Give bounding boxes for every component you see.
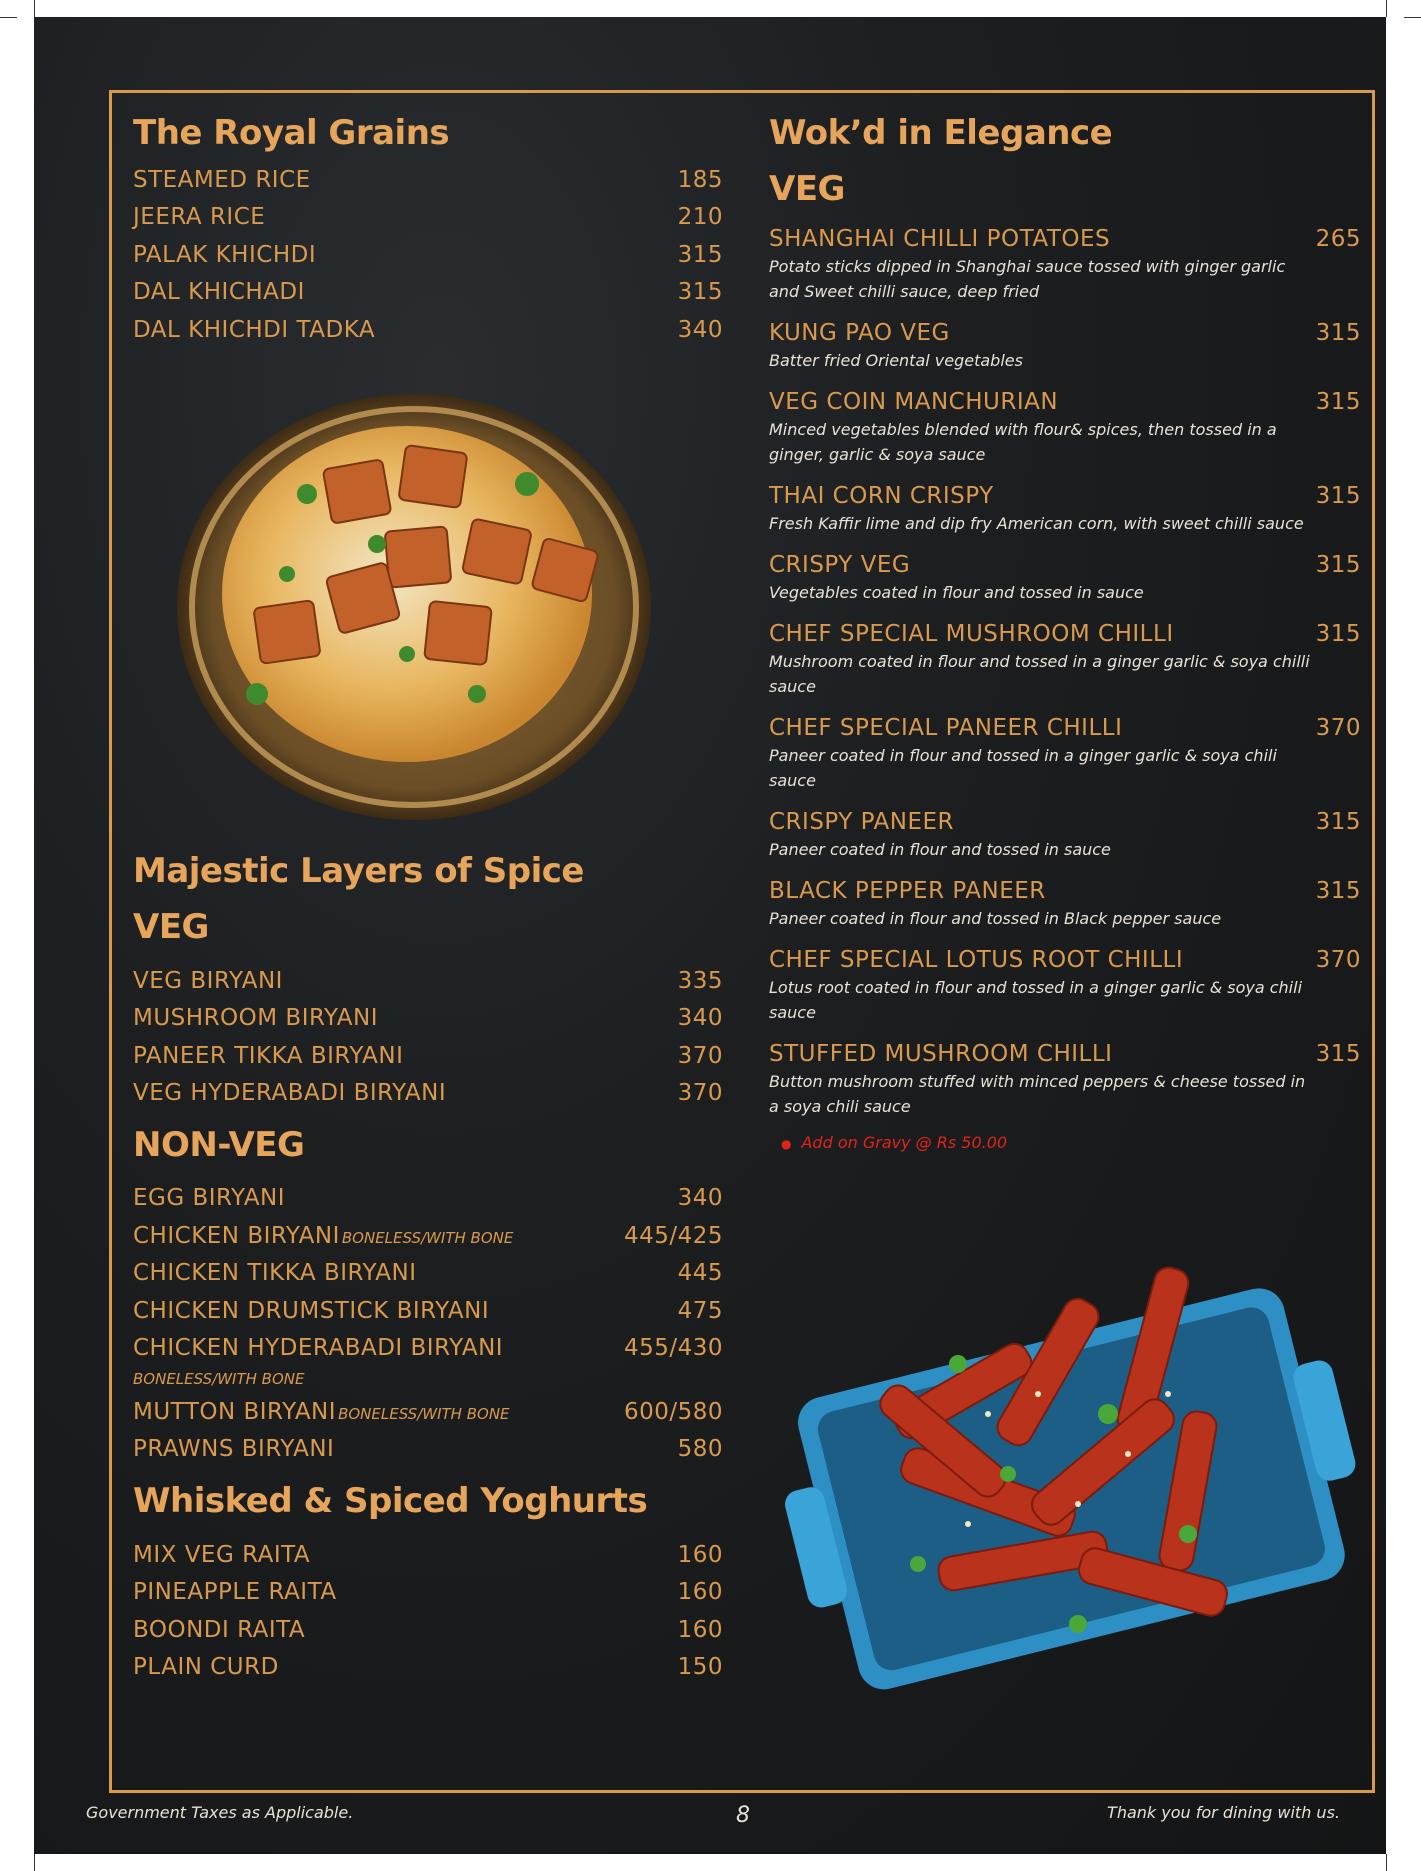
item-price: 370 [677, 1080, 723, 1107]
wok-menu-item [769, 481, 1361, 536]
item-description: Mushroom coated in flour and tossed in a ginger garlic & soya chilli sauce [769, 651, 1310, 696]
item-note: BONELESS/WITH BONE [338, 1404, 510, 1423]
item-name: STUFFED MUSHROOM CHILLI [769, 1040, 1113, 1067]
item-name: VEG HYDERABADI BIRYANI [133, 1080, 447, 1107]
item-description: Minced vegetables blended with flour& spices, then tossed in a ginger, garlic & soya sauce [769, 419, 1277, 464]
item-name: STEAMED RICE [133, 166, 311, 193]
item-name: THAI CORN CRISPY [769, 482, 994, 509]
item-price: 315 [1315, 551, 1361, 578]
wok-menu-item [769, 807, 1361, 862]
item-price: 475 [677, 1297, 723, 1324]
item-name: PANEER TIKKA BIRYANI [133, 1042, 404, 1069]
menu-item [133, 1612, 723, 1650]
wok-menu-item [769, 619, 1361, 699]
menu-item [133, 1218, 723, 1256]
item-price: 445 [677, 1260, 723, 1287]
item-price: 340 [677, 1005, 723, 1032]
item-price: 315 [1315, 482, 1361, 509]
item-price: 580 [677, 1436, 723, 1463]
item-name: PLAIN CURD [133, 1654, 279, 1681]
item-name: MIX VEG RAITA [133, 1541, 311, 1568]
majestic-nonveg-list [133, 1180, 723, 1469]
item-name: KUNG PAO VEG [769, 319, 950, 346]
item-price: 370 [677, 1042, 723, 1069]
item-description: Button mushroom stuffed with minced peppers & cheese tossed in a soya chili sauce [769, 1071, 1306, 1116]
item-note: BONELESS/WITH BONE [341, 1228, 514, 1247]
item-description: Lotus root coated in flour and tossed in a ginger garlic & soya chili sauce [769, 977, 1303, 1022]
menu-item [133, 274, 723, 312]
item-name: CHICKEN DRUMSTICK BIRYANI [133, 1297, 490, 1324]
yoghurts-list [133, 1537, 723, 1687]
item-price: 455/430 [623, 1335, 723, 1362]
item-description: Vegetables coated in flour and tossed in sauce [769, 582, 1144, 602]
chilli-dish-image [778, 1244, 1360, 1706]
menu-item [133, 1180, 723, 1218]
crop-mark [34, 0, 35, 17]
menu-item [133, 1394, 723, 1432]
menu-item [133, 1537, 723, 1575]
item-name: PALAK KHICHDI [133, 241, 317, 268]
footer-thanks: Thank you for dining with us. [1107, 1803, 1340, 1822]
item-price: 185 [677, 166, 723, 193]
item-price: 370 [1315, 946, 1361, 973]
biryani-plate-image [177, 394, 651, 820]
bullet-icon: ● [781, 1136, 792, 1151]
menu-item [133, 312, 723, 350]
crop-mark [1386, 1854, 1387, 1871]
item-price: 445/425 [623, 1222, 723, 1249]
item-price: 210 [677, 204, 723, 231]
menu-item [133, 1574, 723, 1612]
item-price: 265 [1315, 225, 1361, 252]
wok-menu-item [769, 1039, 1361, 1119]
menu-item [133, 1431, 723, 1469]
item-price: 315 [677, 241, 723, 268]
addon-note [781, 1133, 1361, 1152]
wok-menu-item [769, 945, 1361, 1025]
item-description: Batter fried Oriental vegetables [769, 350, 1023, 370]
item-name: VEG BIRYANI [133, 967, 283, 994]
menu-page [34, 17, 1386, 1854]
wok-menu-item [769, 318, 1361, 373]
item-description: Fresh Kaffir lime and dip fry American corn, with sweet chilli sauce [769, 513, 1304, 533]
menu-item [133, 237, 723, 275]
item-name: PINEAPPLE RAITA [133, 1579, 337, 1606]
item-name: CHICKEN HYDERABADI BIRYANI [133, 1335, 504, 1362]
menu-item [133, 162, 723, 200]
item-price: 150 [677, 1654, 723, 1681]
item-name: VEG COIN MANCHURIAN [769, 388, 1059, 415]
item-price: 315 [1315, 808, 1361, 835]
item-name: EGG BIRYANI [133, 1185, 286, 1212]
wok-menu-item [769, 713, 1361, 793]
wok-menu-item [769, 387, 1361, 467]
item-name: CHICKEN TIKKA BIRYANI [133, 1260, 417, 1287]
menu-item [133, 1649, 723, 1687]
item-price: 315 [1315, 388, 1361, 415]
menu-item [133, 963, 723, 1001]
item-name: SHANGHAI CHILLI POTATOES [769, 225, 1111, 252]
crop-mark [34, 1854, 35, 1871]
item-name: BOONDI RAITA [133, 1616, 306, 1643]
item-name: BLACK PEPPER PANEER [769, 877, 1046, 904]
item-description: Paneer coated in flour and tossed in a ginger garlic & soya chili sauce [769, 745, 1277, 790]
item-price: 315 [1315, 319, 1361, 346]
yoghurts-heading: Whisked & Spiced Yoghurts [133, 1480, 648, 1521]
item-name: PRAWNS BIRYANI [133, 1436, 335, 1463]
menu-item [133, 199, 723, 237]
item-description: Paneer coated in flour and tossed in Black pepper sauce [769, 908, 1222, 928]
item-name: DAL KHICHDI TADKA [133, 316, 376, 343]
menu-item [133, 1000, 723, 1038]
wok-menu-item [769, 876, 1361, 931]
item-price: 370 [1315, 714, 1361, 741]
item-name: MUSHROOM BIRYANI [133, 1005, 378, 1032]
item-description: Paneer coated in flour and tossed in sauce [769, 839, 1111, 859]
crop-mark [1386, 0, 1387, 17]
majestic-veg-heading: VEG [133, 906, 209, 947]
item-name: JEERA RICE [133, 204, 266, 231]
royal-grains-heading: The Royal Grains [133, 113, 450, 153]
item-price: 160 [677, 1541, 723, 1568]
right-column [769, 113, 1361, 1152]
crop-mark [1404, 17, 1421, 18]
item-price: 600/580 [623, 1398, 723, 1425]
item-price: 315 [1315, 620, 1361, 647]
left-column [133, 113, 723, 1681]
majestic-heading: Majestic Layers of Spice [133, 851, 584, 891]
menu-item [133, 1038, 723, 1076]
item-name: CHICKEN BIRYANI [133, 1222, 340, 1249]
menu-item [133, 1255, 723, 1293]
item-price: 315 [1315, 1040, 1361, 1067]
item-price: 340 [677, 316, 723, 343]
majestic-nonveg-heading: NON-VEG [133, 1124, 305, 1165]
crop-mark [0, 17, 17, 18]
wok-heading: Wok’d in Elegance [769, 113, 1113, 153]
wok-veg-heading: VEG [769, 168, 845, 209]
addon-text: Add on Gravy @ Rs 50.00 [801, 1132, 1008, 1152]
menu-item [133, 1075, 723, 1113]
item-name: CHEF SPECIAL MUSHROOM CHILLI [769, 620, 1174, 647]
item-note: BONELESS/WITH BONE [133, 1369, 305, 1388]
royal-grains-list [133, 162, 723, 350]
wok-menu-item [769, 224, 1361, 304]
wok-menu-item [769, 550, 1361, 605]
item-name: MUTTON BIRYANI [133, 1398, 337, 1425]
menu-item [133, 1293, 723, 1331]
item-price: 315 [1315, 877, 1361, 904]
item-name: DAL KHICHADI [133, 279, 305, 306]
item-name: CHEF SPECIAL PANEER CHILLI [769, 714, 1123, 741]
majestic-section [133, 851, 723, 1687]
menu-item [133, 1330, 723, 1368]
page-number: 8 [736, 1803, 750, 1828]
item-price: 315 [677, 279, 723, 306]
item-price: 160 [677, 1579, 723, 1606]
item-name: CRISPY VEG [769, 551, 911, 578]
item-price: 160 [677, 1616, 723, 1643]
majestic-veg-list [133, 963, 723, 1113]
item-price: 340 [677, 1185, 723, 1212]
item-description: Potato sticks dipped in Shanghai sauce tossed with ginger garlic and Sweet chilli sauce, deep fried [769, 256, 1286, 301]
item-name: CHEF SPECIAL LOTUS ROOT CHILLI [769, 946, 1184, 973]
item-name: CRISPY PANEER [769, 808, 955, 835]
footer-taxes: Government Taxes as Applicable. [86, 1803, 354, 1822]
item-price: 335 [677, 967, 723, 994]
